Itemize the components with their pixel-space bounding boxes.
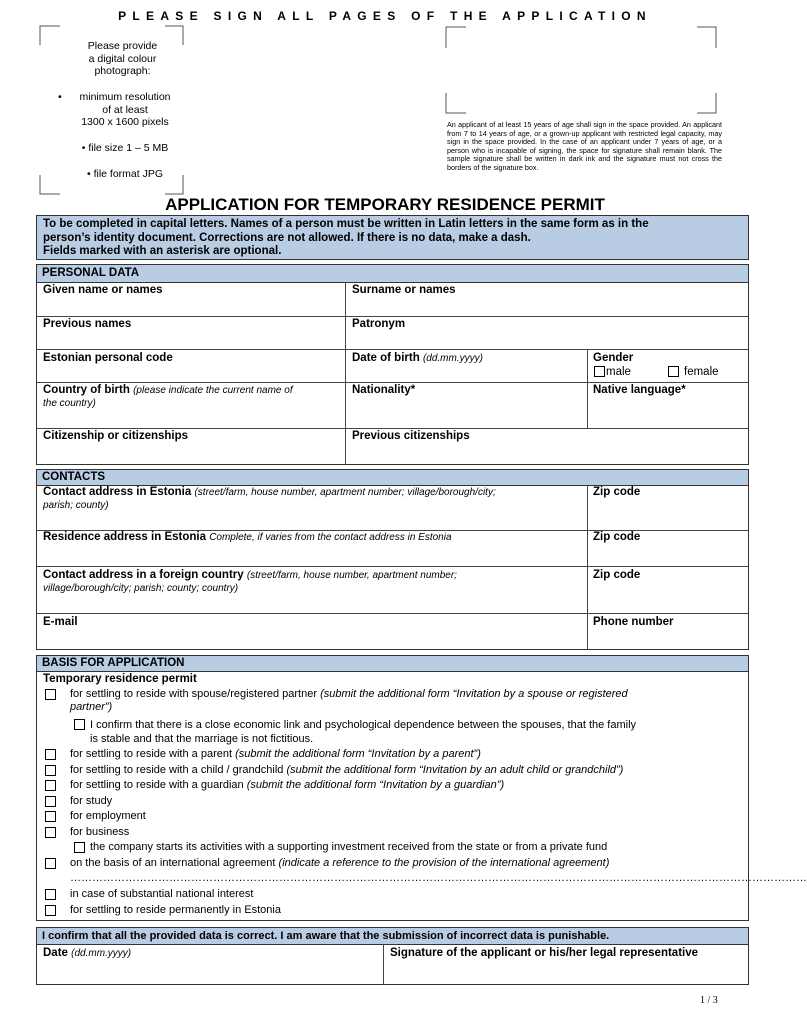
study-option: for study (70, 795, 113, 807)
guardian-checkbox[interactable] (45, 780, 56, 791)
foreign-hint: (street/farm, house number, apartment number; (246, 570, 457, 581)
country-of-birth-field[interactable] (43, 384, 338, 410)
spouse-checkbox[interactable] (45, 689, 56, 700)
employment-option: for employment (70, 810, 146, 822)
instructions-line: Fields marked with an asterisk are optional. (43, 245, 282, 257)
photo-line: a digital colour (88, 52, 157, 65)
photo-requirement-resolution: • minimum resolution of at least 1300 x 1600 pixels (50, 91, 200, 129)
surname-field[interactable]: Surname or names (352, 284, 456, 296)
option-hint: (submit the additional form “Invitation by a parent”) (235, 748, 481, 760)
country-birth-hint: the country) (43, 398, 96, 409)
guardian-option (70, 779, 504, 791)
req-text: file format JPG (93, 168, 164, 180)
international-agreement-option (70, 857, 609, 869)
sign-all-pages-header: PLEASE SIGN ALL PAGES OF THE APPLICATION (118, 9, 652, 23)
req-text: 1300 x 1600 pixels (81, 116, 169, 128)
instructions-line: person’s identity document. Corrections are not allowed. If there is no data, make a dash. (43, 231, 531, 244)
photo-requirement-size: • file size 1 – 5 MB (81, 142, 169, 154)
citizenship-field[interactable]: Citizenship or citizenships (43, 430, 189, 442)
signature-field[interactable]: Signature of the applicant or his/her legal representative (390, 947, 699, 959)
date-of-birth-field[interactable] (352, 352, 483, 364)
personal-data-header: PERSONAL DATA (37, 265, 748, 283)
zip-code-field[interactable]: Zip code (593, 486, 641, 498)
dob-hint: (dd.mm.yyyy) (422, 353, 483, 364)
investment-option: the company starts its activities with a supporting investment received from the state or from a private fund (90, 841, 608, 853)
foreign-address-field[interactable] (43, 569, 583, 595)
signature-note: An applicant of at least 15 years of age shall sign in the space provided. An applicant from 7 to 14 years of age, or a grown-up applicant with restricted legal capacity, may sign in the space provided. In the case of an applicant under 7 years of age, or a person who is incapable of signing, the space for signature shall remain blank. The sample signature shall be written in dark ink and the signature must not cross the borders of the signature box. (447, 120, 722, 172)
nationality-field[interactable]: Nationality* (352, 384, 416, 396)
spouse-option (70, 688, 740, 714)
contact-est-label: Contact address in Estonia (43, 486, 192, 498)
option-text: on the basis of an international agreement (70, 857, 276, 869)
personal-code-field[interactable]: Estonian personal code (43, 352, 173, 364)
previous-citizenship-field[interactable]: Previous citizenships (352, 430, 470, 442)
male-checkbox[interactable] (594, 366, 605, 377)
req-text: minimum resolution (79, 91, 171, 103)
permanent-checkbox[interactable] (45, 905, 56, 916)
date-field[interactable] (43, 947, 131, 959)
option-hint: partner”) (70, 701, 113, 713)
patronym-field[interactable]: Patronym (352, 318, 406, 330)
option-hint: (submit the additional form “Invitation by an adult child or grandchild”) (286, 764, 624, 776)
instructions-line: To be completed in capital letters. Names of a person must be written in Latin letters in the same form as in the (43, 218, 649, 230)
option-text: for settling to reside with a parent (70, 748, 233, 760)
page-title: APPLICATION FOR TEMPORARY RESIDENCE PERMIT (165, 195, 605, 214)
national-interest-checkbox[interactable] (45, 889, 56, 900)
zip-code-field[interactable]: Zip code (593, 531, 641, 543)
gender-label: Gender (593, 352, 634, 364)
residence-label: Residence address in Estonia (43, 531, 206, 543)
investment-checkbox[interactable] (74, 842, 85, 853)
photo-line: Please provide (87, 40, 158, 52)
photo-requirement-format: • file format JPG (86, 168, 164, 180)
option-text: I confirm that there is a close economic link and psychological dependence between the spouses, that the family (90, 719, 637, 731)
parent-option (70, 748, 481, 760)
study-checkbox[interactable] (45, 796, 56, 807)
req-text: file size 1 – 5 MB (88, 142, 169, 154)
photo-line: photograph: (94, 65, 151, 77)
option-hint: (indicate a reference to the provision of the international agreement) (278, 857, 610, 869)
phone-field[interactable]: Phone number (593, 616, 674, 628)
foreign-hint: village/borough/city; parish; county; country) (43, 583, 239, 594)
employment-checkbox[interactable] (45, 811, 56, 822)
previous-names-field[interactable]: Previous names (43, 318, 132, 330)
residence-hint: Complete, if varies from the contact address in Estonia (209, 532, 452, 543)
instructions-box (36, 215, 749, 260)
contacts-header: CONTACTS (37, 470, 748, 486)
date-hint: (dd.mm.yyyy) (71, 948, 132, 959)
option-hint: (submit the additional form “Invitation by a spouse or registered (320, 688, 628, 700)
page-number: 1 / 3 (700, 995, 718, 1006)
photo-instructions (50, 40, 195, 78)
economic-link-checkbox[interactable] (74, 719, 85, 730)
economic-link-option (90, 718, 636, 746)
basis-subheader: Temporary residence permit (43, 673, 197, 685)
contact-est-hint: parish; county) (43, 500, 109, 511)
given-name-field[interactable]: Given name or names (43, 284, 163, 296)
permanent-option: for settling to reside permanently in Estonia (70, 904, 281, 916)
contact-est-hint: (street/farm, house number, apartment number; village/borough/city; (194, 487, 496, 498)
child-checkbox[interactable] (45, 765, 56, 776)
business-option: for business (70, 826, 130, 838)
female-label: female (684, 366, 719, 378)
zip-code-field[interactable]: Zip code (593, 569, 641, 581)
agreement-reference-line[interactable]: ………………………………………………………………………………………………………………………………………………………………………………… (70, 872, 807, 884)
national-interest-option: in case of substantial national interest (70, 888, 254, 900)
option-hint: (submit the additional form “Invitation by a guardian”) (246, 779, 505, 791)
country-birth-hint: (please indicate the current name of (133, 385, 293, 396)
country-birth-label: Country of birth (43, 384, 130, 396)
residence-address-field[interactable] (43, 531, 452, 543)
req-text: of at least (102, 103, 148, 116)
foreign-label: Contact address in a foreign country (43, 569, 244, 581)
email-field[interactable]: E-mail (43, 616, 78, 628)
male-label: male (606, 366, 631, 378)
option-text: for settling to reside with a child / grandchild (70, 764, 284, 776)
confirmation-header: I confirm that all the provided data is correct. I am aware that the submission of incorrect data is punishable. (37, 928, 748, 945)
contact-address-estonia-field[interactable] (43, 486, 583, 512)
basis-header: BASIS FOR APPLICATION (37, 656, 748, 672)
native-language-field[interactable]: Native language* (593, 384, 686, 396)
option-text: is stable and that the marriage is not fictitious. (90, 733, 314, 745)
child-option (70, 764, 623, 776)
parent-checkbox[interactable] (45, 749, 56, 760)
female-checkbox[interactable] (668, 366, 679, 377)
dob-label: Date of birth (352, 352, 420, 364)
option-text: for settling to reside with spouse/registered partner (70, 688, 318, 700)
international-agreement-checkbox[interactable] (45, 858, 56, 869)
option-text: for settling to reside with a guardian (70, 779, 244, 791)
date-label: Date (43, 947, 68, 959)
business-checkbox[interactable] (45, 827, 56, 838)
